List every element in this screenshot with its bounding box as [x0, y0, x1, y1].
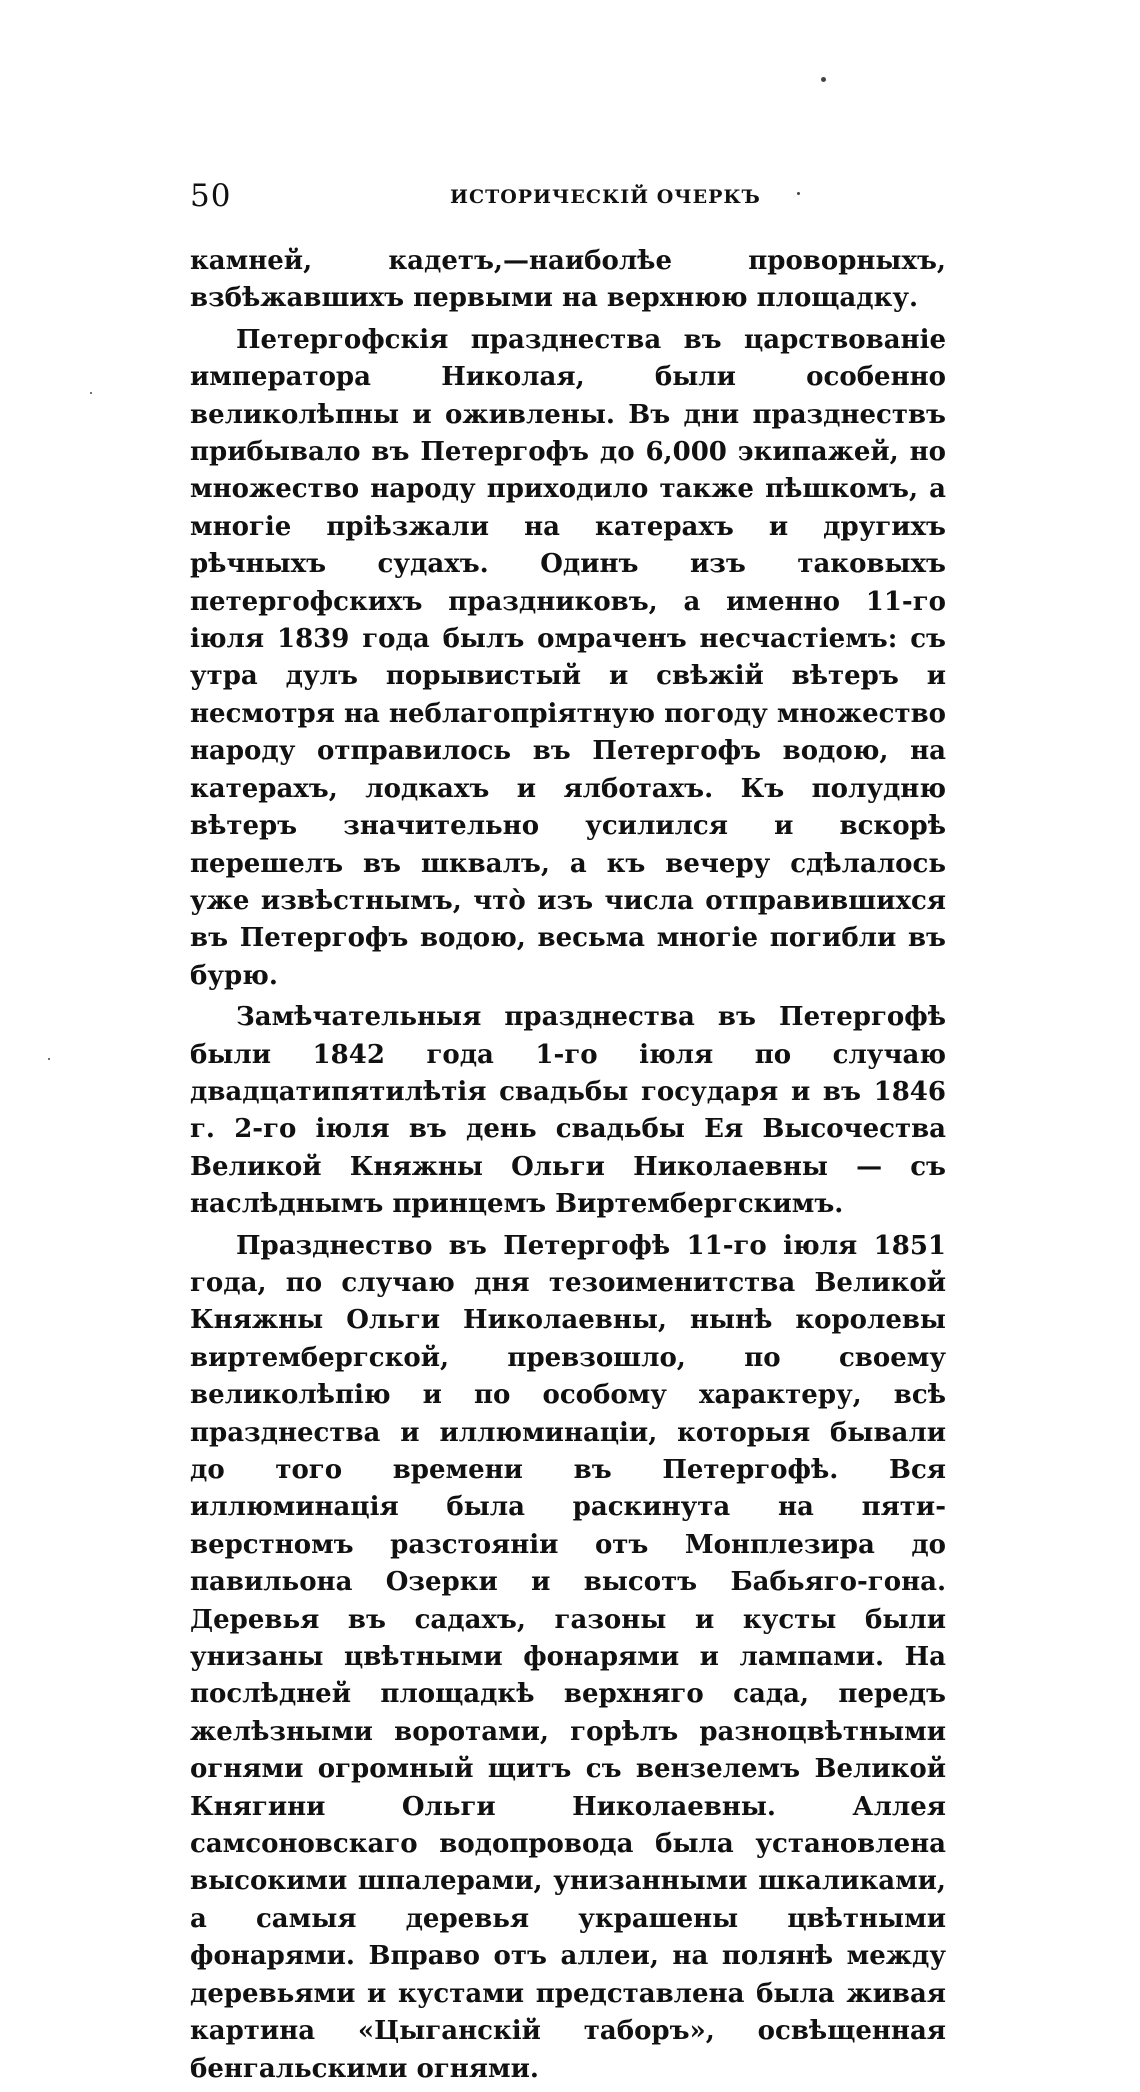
body-text: [190, 243, 946, 2092]
print-speck: [90, 392, 92, 394]
paragraph: Празднество въ Петергофѣ 11-го іюля 1851 года, по случаю дня тезоименитства Великой Княжны Ольги Николаевны, нынѣ королевы виртембергской, превзошло, по своему великолѣпію и по особому характеру, всѣ празднества и иллюминаціи, которыя бывали до того времени въ Петергофѣ. Вся иллюминація была раскинута на пяти-верстномъ разстояніи отъ Монплезира до павильона Озерки и высотъ Бабьяго-гона. Деревья въ садахъ, газоны и кусты были унизаны цвѣтными фонарями и лампами. На послѣдней площадкѣ верхняго сада, передъ желѣзными воротами, горѣлъ разноцвѣтными огнями огромный щитъ съ вензелемъ Великой Княгини Ольги Николаевны. Аллея самсоновскаго водопровода была установлена высокими шпалерами, унизанными шкаликами, а самыя деревья украшены цвѣтными фонарями. Вправо отъ аллеи, на полянѣ между деревьями и кустами представлена была живая картина «Цыганскій таборъ», освѣщенная бенгальскими огнями.: [190, 1230, 946, 2084]
running-title: ИСТОРИЧЕСКІЙ ОЧЕРКЪ: [450, 186, 761, 208]
page-number: 50: [190, 178, 232, 214]
paragraph: камней, кадетъ,—наиболѣе проворныхъ, взбѣжавшихъ первыми на верхнюю площадку.: [190, 246, 946, 314]
print-speck: [48, 1058, 50, 1060]
page-header: [190, 178, 946, 218]
paragraph: Замѣчательныя празднества въ Петергофѣ были 1842 года 1-го іюля по случаю двадцатипятилѣтія свадьбы государя и въ 1846 г. 2-го іюля въ день свадьбы Ея Высочества Великой Княжны Ольги Николаевны — съ наслѣднымъ принцемъ Виртембергскимъ.: [190, 1002, 946, 1220]
print-speck: [821, 77, 826, 82]
paragraph: Петергофскія празднества въ царствованіе императора Николая, были особенно великолѣпны и оживлены. Въ дни празднествъ прибывало въ Петергофъ до 6,000 экипажей, но множество народу приходило также пѣшкомъ, а многіе пріѣзжали на катерахъ и другихъ рѣчныхъ судахъ. Одинъ изъ таковыхъ петергофскихъ праздниковъ, а именно 11-го іюля 1839 года былъ омраченъ несчастіемъ: съ утра дулъ порывистый и свѣжій вѣтеръ и несмотря на неблагопріятную погоду множество народу отправилось въ Петергофъ водою, на катерахъ, лодкахъ и ялботахъ. Къ полудню вѣтеръ значительно усилился и вскорѣ перешелъ въ шквалъ, а къ вечеру сдѣлалось уже извѣстнымъ, что̀ изъ числа отправившихся въ Петергофъ водою, весьма многіе погибли въ бурю.: [190, 324, 946, 991]
